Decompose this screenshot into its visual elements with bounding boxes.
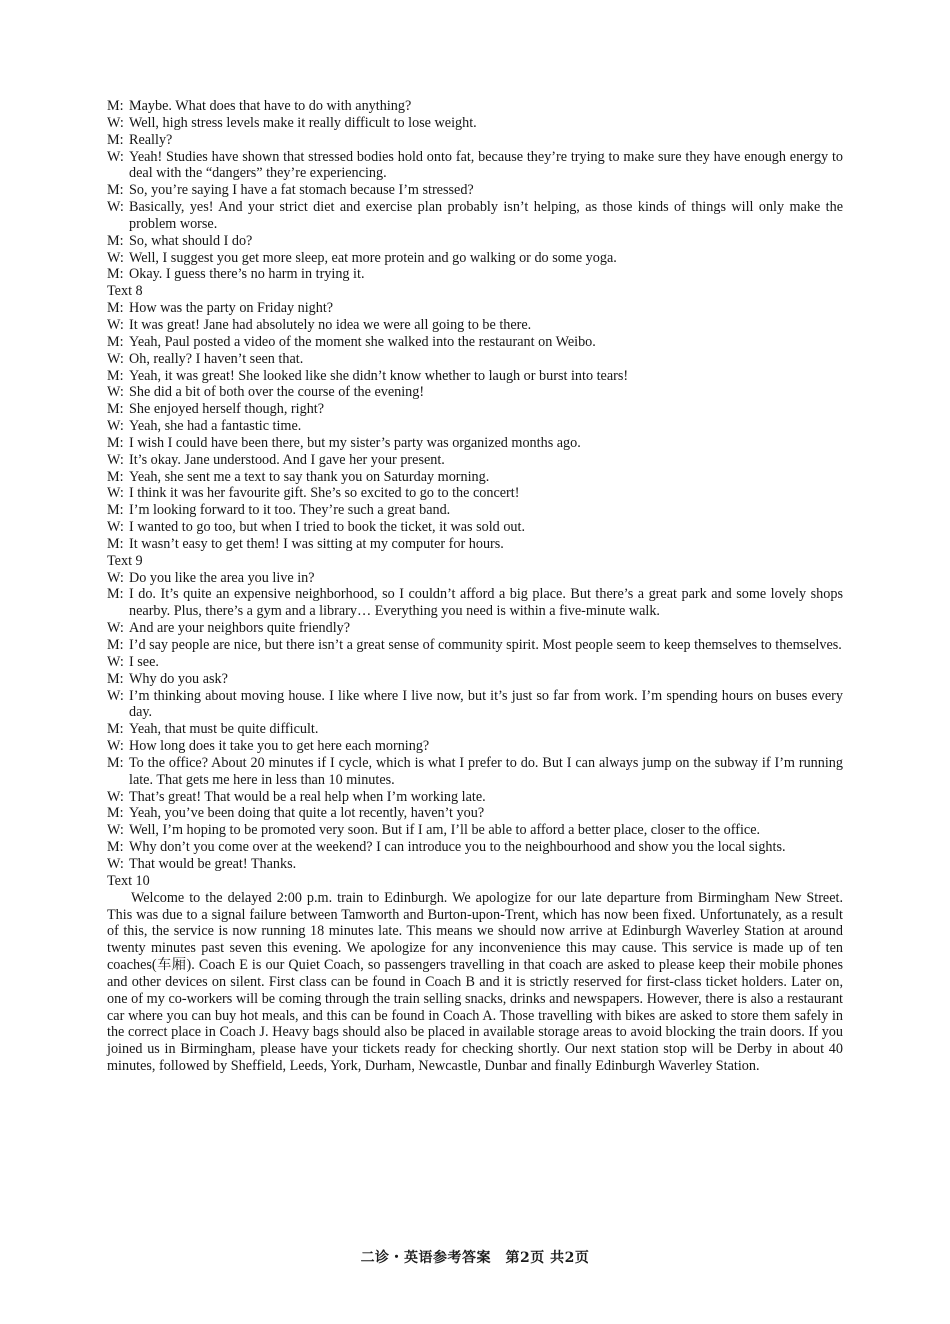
utterance-text: Why don’t you come over at the weekend? I can introduce you to the neighbourhood and show you the local sights. <box>129 839 786 856</box>
speaker-label: M: <box>107 805 124 822</box>
dialogue-line <box>107 688 843 722</box>
dialogue-line <box>107 839 843 856</box>
utterance-text: Yeah, you’ve been doing that quite a lot recently, haven’t you? <box>129 805 485 822</box>
utterance-text: Yeah, Paul posted a video of the moment she walked into the restaurant on Weibo. <box>129 333 596 350</box>
speaker-label: M: <box>107 754 124 771</box>
dialogue-line <box>107 485 843 502</box>
speaker-label: W: <box>107 687 124 704</box>
page-footer: 二诊・英语参考答案 第2页 共2页 <box>360 1250 590 1266</box>
speaker-label: M: <box>107 839 124 856</box>
utterance-text: That would be great! Thanks. <box>129 855 297 872</box>
dialogue-line <box>107 250 843 267</box>
utterance-text: Oh, really? I haven’t seen that. <box>129 350 304 367</box>
transcript-body <box>107 98 843 1075</box>
speaker-label: W: <box>107 316 124 333</box>
speaker-label: W: <box>107 620 124 637</box>
utterance-text: To the office? About 20 minutes if I cycle, which is what I prefer to do. But I can always jump on the subway if I’m running late. That gets me here in less than 10 minutes. <box>129 754 843 788</box>
speaker-label: M: <box>107 401 124 418</box>
dialogue-line <box>107 654 843 671</box>
dialogue-line <box>107 98 843 115</box>
utterance-text: I’m looking forward to it too. They’re such a great band. <box>129 502 451 519</box>
dialogue-line <box>107 469 843 486</box>
dialogue-line <box>107 435 843 452</box>
dialogue-line <box>107 805 843 822</box>
utterance-text: Yeah, she sent me a text to say thank you on Saturday morning. <box>129 468 490 485</box>
speaker-label: M: <box>107 586 124 603</box>
utterance-text: I’d say people are nice, but there isn’t a great sense of community spirit. Most people seem to keep themselves to themselves. <box>129 637 842 653</box>
dialogue-line <box>107 334 843 351</box>
utterance-text: Yeah! Studies have shown that stressed bodies hold onto fat, because they’re trying to make sure they have enough energy to deal with the “dangers” they’re experiencing. <box>129 148 843 182</box>
dialogue-line <box>107 199 843 233</box>
utterance-text: I’m thinking about moving house. I like where I live now, but it’s just so far from work. I’m spending hours on buses every day. <box>129 687 843 721</box>
dialogue-line <box>107 721 843 738</box>
section-heading-text9: Text 9 <box>107 552 143 569</box>
speaker-label: W: <box>107 451 124 468</box>
monologue-paragraph-text10: Welcome to the delayed 2:00 p.m. train to Edinburgh. We apologize for our late departure from Birmingham New Street. This was due to a signal failure between Tamworth and Burton-upon-Trent, which has now been fixed. Unfortunately, as a result of this, the service is now running 18 minutes late. This means we should now arrive at Edinburgh Waverley Station at around twenty minutes past seven this evening. We apologize for any inconvenience this may cause. This service is made up of ten coaches(车厢). Coach E is our Quiet Coach, so passengers travelling in that coach are asked to please keep their mobile phones and other devices on silent. First class can be found in Coach B and it is strictly reserved for first-class ticket holders. Later on, one of my co-workers will be coming through the train selling snacks, drinks and newspapers. However, there is also a restaurant car where you can buy hot meals, and this can be found in Coach A. Those travelling with bikes are asked to store them safely in the correct place in Coach J. Heavy bags should also be placed in available storage areas to avoid blocking the train doors. If you joined us in Birmingham, please have your tickets ready for checking shortly. Our next station stop will be Derby in about 40 minutes, followed by Sheffield, Leeds, York, Durham, Newcastle, Dunbar and finally Edinburgh Waverley Station. <box>107 889 843 1075</box>
dialogue-block-text9 <box>107 570 843 873</box>
dialogue-line <box>107 620 843 637</box>
dialogue-line <box>107 502 843 519</box>
speaker-label: W: <box>107 738 124 755</box>
dialogue-line <box>107 671 843 688</box>
speaker-label: M: <box>107 637 124 653</box>
utterance-text: Well, I’m hoping to be promoted very soon. But if I am, I’ll be able to afford a better place, closer to the office. <box>129 822 761 839</box>
speaker-label: W: <box>107 519 124 536</box>
dialogue-line <box>107 149 843 183</box>
utterance-text: Yeah, she had a fantastic time. <box>129 418 302 435</box>
speaker-label: W: <box>107 384 124 401</box>
dialogue-line <box>107 266 843 283</box>
dialogue-line <box>107 822 843 839</box>
utterance-text: Yeah, it was great! She looked like she didn’t know whether to laugh or burst into tears! <box>129 367 629 384</box>
dialogue-line <box>107 132 843 149</box>
speaker-label: M: <box>107 232 124 249</box>
speaker-label: W: <box>107 114 124 131</box>
utterance-text: Really? <box>129 131 173 148</box>
utterance-text: Yeah, that must be quite difficult. <box>129 721 319 738</box>
utterance-text: So, you’re saying I have a fat stomach because I’m stressed? <box>129 182 474 199</box>
utterance-text: Why do you ask? <box>129 670 228 687</box>
speaker-label: W: <box>107 418 124 435</box>
dialogue-line <box>107 586 843 620</box>
dialogue-line <box>107 570 843 587</box>
speaker-label: W: <box>107 569 124 586</box>
dialogue-line <box>107 536 843 553</box>
utterance-text: I think it was her favourite gift. She’s so excited to go to the concert! <box>129 485 520 502</box>
dialogue-line <box>107 401 843 418</box>
utterance-text: Basically, yes! And your strict diet and exercise plan probably isn’t helping, as those kinds of things will only make the problem worse. <box>129 199 843 232</box>
utterance-text: And are your neighbors quite friendly? <box>129 620 351 637</box>
utterance-text: She enjoyed herself though, right? <box>129 401 325 418</box>
dialogue-line <box>107 738 843 755</box>
speaker-label: W: <box>107 485 124 502</box>
speaker-label: M: <box>107 502 124 519</box>
dialogue-line <box>107 115 843 132</box>
section-heading-text10: Text 10 <box>107 872 150 889</box>
utterance-text: She did a bit of both over the course of the evening! <box>129 384 425 401</box>
utterance-text: Okay. I guess there’s no harm in trying it. <box>129 266 365 283</box>
dialogue-line <box>107 637 843 654</box>
utterance-text: I wish I could have been there, but my sister’s party was organized months ago. <box>129 434 581 451</box>
dialogue-line <box>107 519 843 536</box>
utterance-text: I wanted to go too, but when I tried to book the ticket, it was sold out. <box>129 519 526 536</box>
speaker-label: M: <box>107 131 124 148</box>
dialogue-line <box>107 384 843 401</box>
dialogue-line <box>107 418 843 435</box>
speaker-label: W: <box>107 199 124 216</box>
speaker-label: W: <box>107 653 124 670</box>
dialogue-line <box>107 182 843 199</box>
dialogue-line <box>107 317 843 334</box>
speaker-label: W: <box>107 855 124 872</box>
utterance-text: How long does it take you to get here each morning? <box>129 738 430 755</box>
speaker-label: M: <box>107 266 124 283</box>
speaker-label: W: <box>107 350 124 367</box>
utterance-text: Maybe. What does that have to do with anything? <box>129 98 412 114</box>
utterance-text: Well, I suggest you get more sleep, eat more protein and go walking or do some yoga. <box>129 249 617 266</box>
speaker-label: M: <box>107 535 124 552</box>
dialogue-line <box>107 300 843 317</box>
utterance-text: I see. <box>129 653 159 670</box>
dialogue-line <box>107 789 843 806</box>
section-heading-text8: Text 8 <box>107 283 143 300</box>
dialogue-line <box>107 233 843 250</box>
speaker-label: M: <box>107 367 124 384</box>
dialogue-line <box>107 856 843 873</box>
speaker-label: M: <box>107 721 124 738</box>
utterance-text: It was great! Jane had absolutely no idea we were all going to be there. <box>129 316 532 333</box>
utterance-text: Well, high stress levels make it really difficult to lose weight. <box>129 114 477 131</box>
speaker-label: M: <box>107 300 124 317</box>
dialogue-line <box>107 452 843 469</box>
dialogue-block-text7-end <box>107 98 843 283</box>
utterance-text: It’s okay. Jane understood. And I gave her your present. <box>129 451 445 468</box>
dialogue-block-text8 <box>107 300 843 553</box>
speaker-label: M: <box>107 468 124 485</box>
speaker-label: M: <box>107 182 124 199</box>
speaker-label: M: <box>107 333 124 350</box>
speaker-label: M: <box>107 434 124 451</box>
dialogue-line <box>107 351 843 368</box>
utterance-text: How was the party on Friday night? <box>129 300 334 317</box>
speaker-label: W: <box>107 788 124 805</box>
dialogue-line <box>107 368 843 385</box>
speaker-label: W: <box>107 249 124 266</box>
utterance-text: Do you like the area you live in? <box>129 569 315 586</box>
dialogue-line <box>107 755 843 789</box>
speaker-label: W: <box>107 822 124 839</box>
utterance-text: It wasn’t easy to get them! I was sitting at my computer for hours. <box>129 535 504 552</box>
utterance-text: That’s great! That would be a real help when I’m working late. <box>129 788 486 805</box>
speaker-label: M: <box>107 98 124 114</box>
speaker-label: W: <box>107 148 124 165</box>
utterance-text: I do. It’s quite an expensive neighborhood, so I couldn’t afford a big place. But there’s a great park and some lovely shops nearby. Plus, there’s a gym and a library… Everything you need is within a five-minute walk. <box>129 586 843 620</box>
utterance-text: So, what should I do? <box>129 232 253 249</box>
speaker-label: M: <box>107 670 124 687</box>
